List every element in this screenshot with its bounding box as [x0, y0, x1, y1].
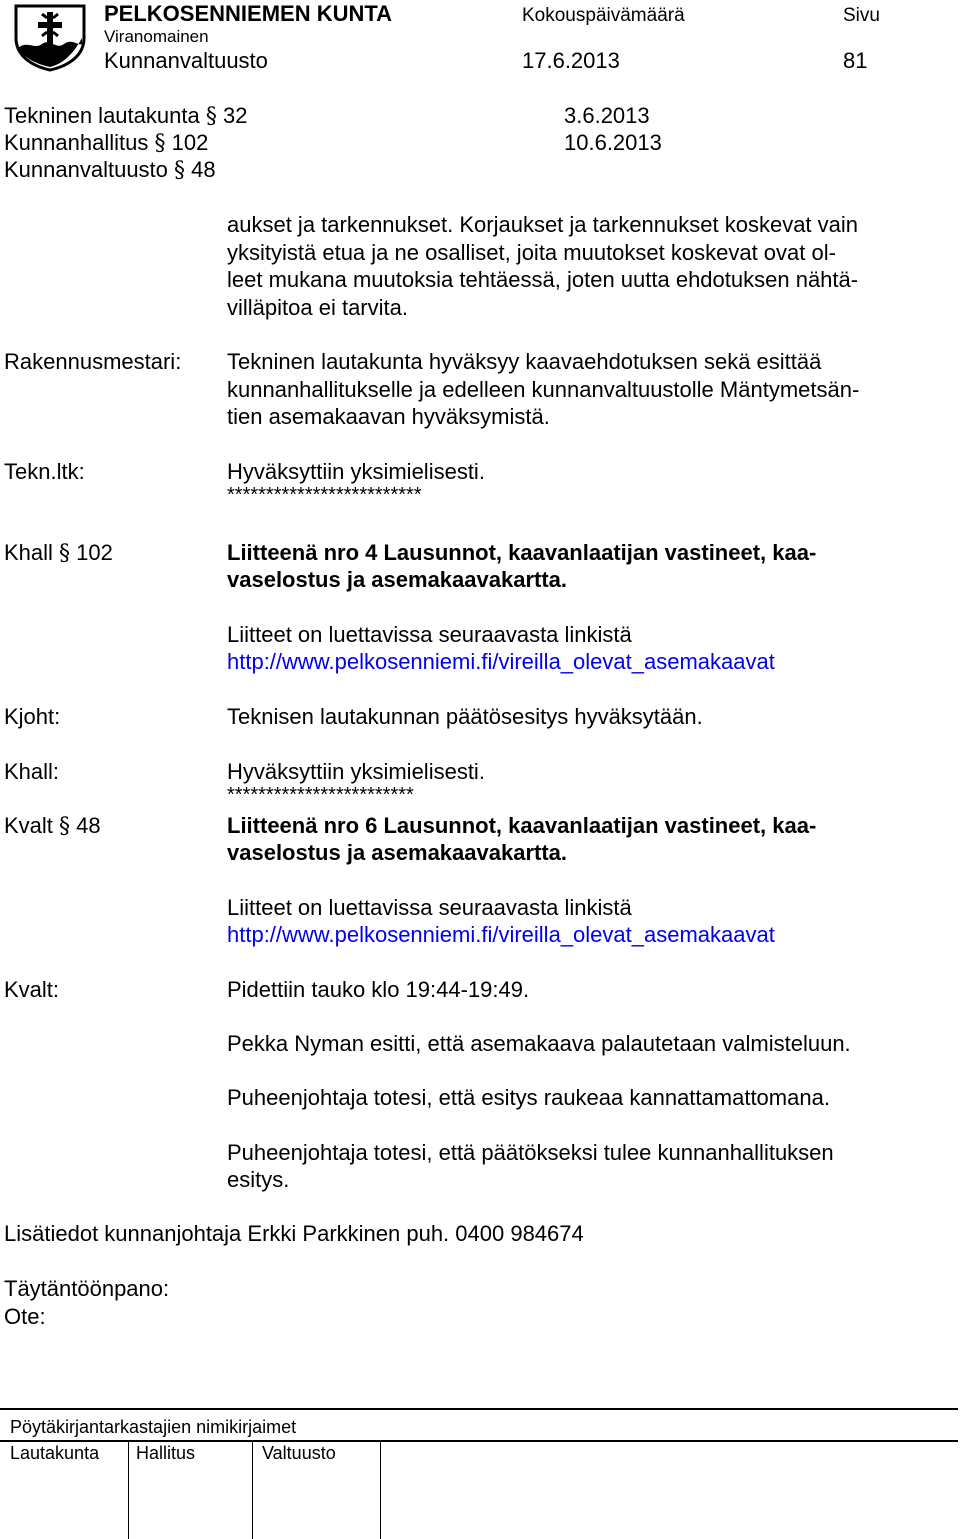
- signature-col-divider: [380, 1442, 381, 1539]
- ref-technical-board: Tekninen lautakunta § 32: [4, 103, 248, 129]
- municipality-coat-of-arms-logo: [12, 4, 88, 72]
- khall-link-intro: Liitteet on luettavissa seuraavasta linkistä: [227, 622, 632, 647]
- separator-stars: ************************: [227, 784, 414, 806]
- intro-line: yksityistä etua ja ne osalliset, joita muutokset koskevat ovat ol-: [227, 240, 836, 265]
- signature-col-divider: [128, 1442, 129, 1539]
- signature-col-board: Lautakunta: [10, 1443, 100, 1463]
- technical-board-decision: Hyväksyttiin yksimielisesti.: [227, 459, 485, 484]
- signature-box: [0, 1408, 958, 1539]
- council-break: Pidettiin tauko klo 19:44-19:49.: [227, 977, 530, 1002]
- page-label: Sivu: [843, 5, 880, 26]
- ref-council: Kunnanvaltuusto § 48: [4, 157, 216, 183]
- kvalt-attachments-link[interactable]: http://www.pelkosenniemi.fi/vireilla_olevat_asemakaavat: [227, 922, 775, 947]
- intro-line: leet mukana muutoksia tehtäessä, joten uutta ehdotuksen nähtä-: [227, 267, 859, 292]
- signature-col-divider: [252, 1442, 253, 1539]
- council-decision-line: esitys.: [227, 1167, 290, 1192]
- kvalt-attachment-title: Liitteenä nro 6 Lausunnot, kaavanlaatijan vastineet, kaa-: [227, 813, 817, 838]
- builder-label: Rakennusmestari:: [4, 349, 182, 374]
- signature-col-council: Valtuusto: [262, 1443, 336, 1463]
- extract-label: Ote:: [4, 1304, 46, 1329]
- signature-box-title: Pöytäkirjantarkastajien nimikirjaimet: [10, 1417, 297, 1437]
- builder-proposal-line: Tekninen lautakunta hyväksyy kaavaehdotuksen sekä esittää: [227, 349, 822, 374]
- authority-name: Kunnanvaltuusto: [104, 48, 268, 73]
- municipal-board-decision: Hyväksyttiin yksimielisesti.: [227, 759, 485, 784]
- ref-municipal-board-date: 10.6.2013: [564, 130, 662, 155]
- contact-info: Lisätiedot kunnanjohtaja Erkki Parkkinen puh. 0400 984674: [4, 1221, 584, 1246]
- organization-name: PELKOSENNIEMEN KUNTA: [104, 1, 393, 26]
- council-decision-line: Puheenjohtaja totesi, että päätökseksi tulee kunnanhallituksen: [227, 1140, 834, 1165]
- municipal-manager-proposal: Teknisen lautakunnan päätösesitys hyväksytään.: [227, 704, 703, 729]
- intro-line: aukset ja tarkennukset. Korjaukset ja tarkennukset koskevat vain: [227, 212, 859, 237]
- council-proposal: Pekka Nyman esitti, että asemakaava palautetaan valmisteluun.: [227, 1031, 851, 1056]
- council-section-ref: Kvalt § 48: [4, 813, 101, 839]
- signature-col-government: Hallitus: [136, 1443, 196, 1463]
- council-chair-statement: Puheenjohtaja totesi, että esitys raukeaa kannattamattomana.: [227, 1085, 830, 1110]
- authority-label: Viranomainen: [104, 27, 209, 46]
- khall-attachments-link[interactable]: http://www.pelkosenniemi.fi/vireilla_olevat_asemakaavat: [227, 649, 775, 674]
- ref-municipal-board: Kunnanhallitus § 102: [4, 130, 209, 156]
- technical-board-label: Tekn.ltk:: [4, 459, 85, 484]
- municipal-board-label: Khall:: [4, 759, 60, 784]
- page-number: 81: [843, 48, 868, 73]
- meeting-date-label: Kokouspäivämäärä: [522, 5, 685, 26]
- municipal-manager-label: Kjoht:: [4, 704, 61, 729]
- council-label: Kvalt:: [4, 977, 60, 1002]
- khall-attachment-title: vaselostus ja asemakaavakartta.: [227, 567, 568, 592]
- builder-proposal-line: tien asemakaavan hyväksymistä.: [227, 404, 550, 429]
- kvalt-attachment-title: vaselostus ja asemakaavakartta.: [227, 840, 568, 865]
- ref-technical-board-date: 3.6.2013: [564, 103, 650, 128]
- separator-stars: *************************: [227, 484, 422, 506]
- builder-proposal-line: kunnanhallitukselle ja edelleen kunnanvaltuustolle Mäntymetsän-: [227, 377, 860, 402]
- meeting-date: 17.6.2013: [522, 48, 620, 73]
- implementation-label: Täytäntöönpano:: [4, 1276, 170, 1301]
- municipal-board-section-ref: Khall § 102: [4, 540, 113, 566]
- kvalt-link-intro: Liitteet on luettavissa seuraavasta linkistä: [227, 895, 632, 920]
- khall-attachment-title: Liitteenä nro 4 Lausunnot, kaavanlaatijan vastineet, kaa-: [227, 540, 817, 565]
- intro-line: villäpitoa ei tarvita.: [227, 295, 408, 320]
